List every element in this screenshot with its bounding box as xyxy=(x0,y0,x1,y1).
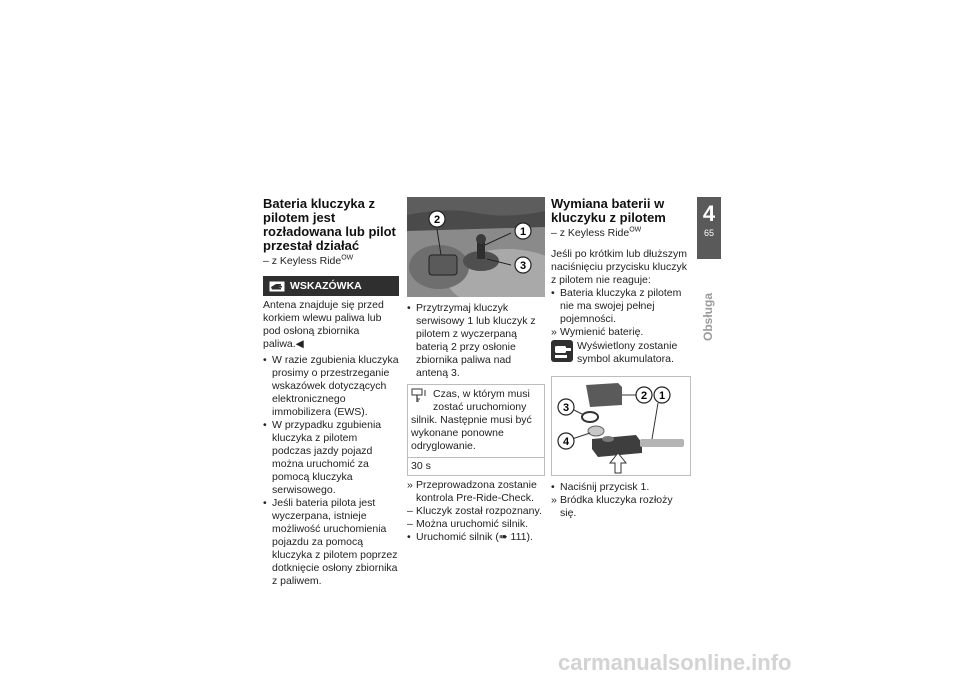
footer-watermark: carmanualsonline.info xyxy=(558,650,792,675)
list-item: • W razie zgubienia kluczyka prosimy o przestrzeganie wskazówek dotyczących elektronicznego immobilizera (EWS). xyxy=(263,354,399,418)
list-item: • Jeśli bateria pilota jest wyczerpana, istnieje możliwość uruchomienia pojazdu za pomocą kluczyka z pilotem poprzez dotknięcie osłony zbiornika z paliwem. xyxy=(263,497,398,587)
timing-info-box xyxy=(407,384,545,476)
key-battery-diagram xyxy=(551,376,691,476)
procedure-list xyxy=(407,302,545,380)
note-title: WSKAZÓWKA xyxy=(290,279,362,292)
chapter-title: Obsługa xyxy=(701,292,715,341)
photo-label-2: 2 xyxy=(433,214,441,226)
page-number: 65 xyxy=(703,228,714,238)
list-item: • W przypadku zgubienia kluczyka z pilotem podczas jazdy pojazd można uruchomić za pomocą kluczyka serwisowego. xyxy=(263,419,382,496)
variant-note: – z Keyless Ride$^{OW}$ xyxy=(263,254,354,267)
section-title-keyless-battery: Bateria kluczyka z pilotem jest rozładowana lub pilot przestał działać xyxy=(263,196,396,253)
list-item: » Wymienić baterię. xyxy=(551,326,644,338)
list-item: • Przytrzymaj kluczyk serwisowy 1 lub kluczyk z pilotem z wyczerpaną baterią 2 przy osłonie zbiornika paliwa nad anteną 3. xyxy=(407,302,536,379)
diagram-label-2: 2 xyxy=(640,390,648,402)
chapter-number: 4 xyxy=(702,201,716,226)
photo-label-1: 1 xyxy=(519,226,527,238)
note-text: Antena znajduje się przed korkiem wlewu paliwa lub pod osłoną zbiornika paliwa.◀ xyxy=(263,299,384,350)
diagram-label-4: 4 xyxy=(562,436,570,448)
intro-text: Jeśli po krótkim lub dłuższym naciśnięciu przycisku kluczyk z pilotem nie reaguje: xyxy=(551,248,687,286)
list-item: » Przeprowadzona zostanie kontrola Pre-Ride-Check. xyxy=(407,479,537,504)
list-item: • Bateria kluczyka z pilotem nie ma swojej pełnej pojemności. xyxy=(551,287,682,325)
condition-list xyxy=(551,287,691,339)
list-item: » Bródka kluczyka rozłoży się. xyxy=(551,494,673,519)
list-item: • Naciśnij przycisk 1. xyxy=(551,481,650,493)
diagram-label-3: 3 xyxy=(562,402,570,414)
timer-key-icon xyxy=(411,388,429,404)
chapter-tab xyxy=(697,197,721,575)
replacement-steps xyxy=(551,481,691,520)
diagram-label-1: 1 xyxy=(658,390,666,402)
list-item: • Uruchomić silnik (➠ 111). xyxy=(407,531,533,543)
column-keyless-battery xyxy=(263,197,399,588)
bullet-list xyxy=(263,354,399,588)
result-list xyxy=(407,479,545,544)
timing-info-text: Czas, w którym musi zostać uruchomiony silnik. Następnie musi być wykonane ponowne odryglowanie. xyxy=(411,388,532,452)
list-item: – Kluczyk został rozpoznany. xyxy=(407,505,542,517)
note-header xyxy=(263,276,399,296)
photo-label-3: 3 xyxy=(519,260,527,272)
timing-value: 30 s xyxy=(408,457,544,475)
list-item: – Można uruchomić silnik. xyxy=(407,518,529,530)
column-antenna-procedure xyxy=(407,197,545,544)
column-battery-replacement xyxy=(551,197,691,520)
section-title-battery-replacement: Wymiana baterii w kluczyku z pilotem xyxy=(551,196,666,225)
note-hand-icon xyxy=(269,281,285,292)
battery-symbol-note: Wyświetlony zostanie symbol akumulatora. xyxy=(551,340,691,366)
variant-note: – z Keyless Ride$^{OW}$ xyxy=(551,226,642,239)
chapter-marker xyxy=(697,197,721,259)
antenna-photo xyxy=(407,197,545,297)
key-battery-icon xyxy=(551,340,573,362)
